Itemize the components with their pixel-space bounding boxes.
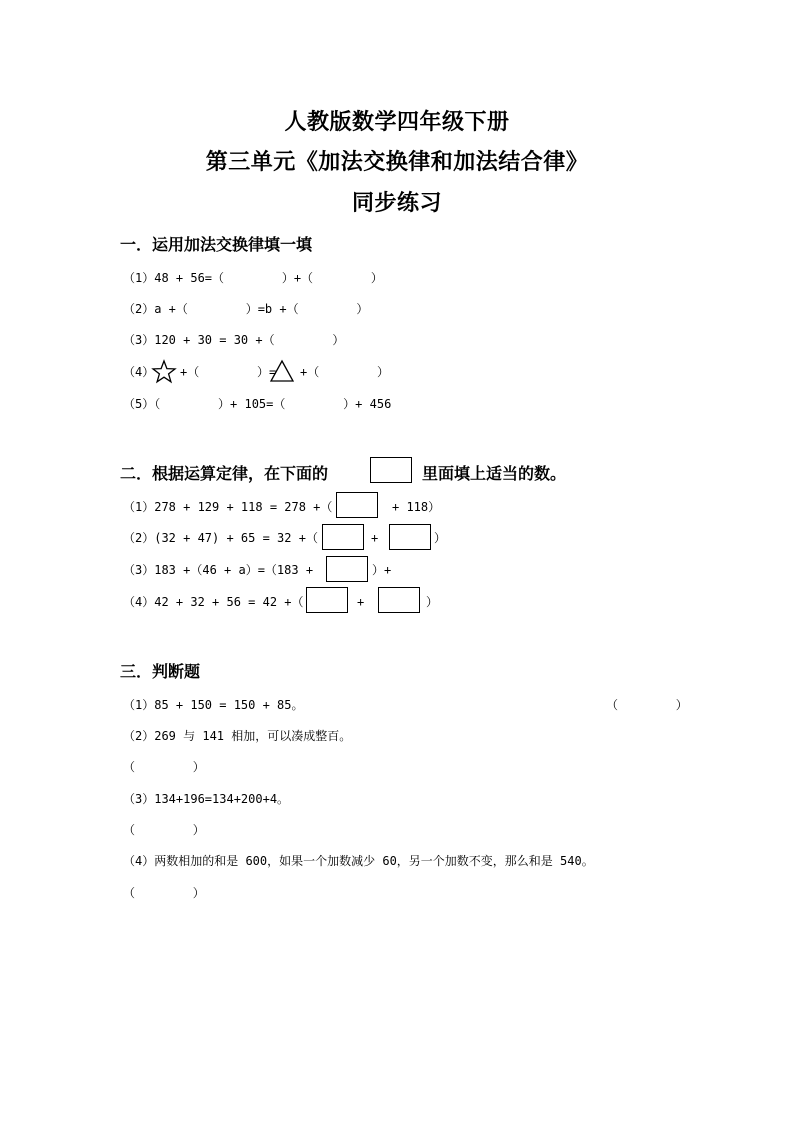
s2-item3-a: （3）183 +（46 + a）=（183 + <box>123 563 314 577</box>
s1-item4-mid: +（ ）= <box>180 365 277 379</box>
s1-item5: （5）（ ）+ 105=（ ）+ 456 <box>123 397 392 411</box>
s2-item1-a: （1）278 + 129 + 118 = 278 +（ <box>123 500 333 514</box>
answer-box[interactable] <box>326 556 368 582</box>
section3-heading: 三．判断题 <box>120 662 201 681</box>
s3-q4-answer[interactable]: （ ） <box>123 886 205 900</box>
star-outline-icon <box>152 360 176 384</box>
s2-item1-b: + 118） <box>392 500 441 514</box>
s3-q2: （2）269 与 141 相加，可以凑成整百。 <box>123 729 352 743</box>
s3-q2-answer[interactable]: （ ） <box>123 760 205 774</box>
s2-item4-c: ） <box>426 595 439 609</box>
section2-heading: 二．根据运算定律，在下面的 <box>120 464 329 483</box>
s1-item4-end: +（ ） <box>300 365 390 379</box>
s2-item4-a: （4）42 + 32 + 56 = 42 +（ <box>123 595 304 609</box>
answer-box[interactable] <box>322 524 364 550</box>
s3-q3: （3）134+196=134+200+4。 <box>123 792 290 806</box>
triangle-outline-icon <box>270 360 294 382</box>
s1-item4-num: （4） <box>123 365 155 379</box>
s2-item3-b: ）+ <box>372 563 392 577</box>
doc-title: 人教版数学四年级下册 <box>284 109 510 135</box>
s2-item2-a: （2）(32 + 47) + 65 = 32 +（ <box>123 531 318 545</box>
s3-q1: （1）85 + 150 = 150 + 85。 <box>123 698 304 712</box>
s3-q4: （4）两数相加的和是 600，如果一个加数减少 60，另一个加数不变，那么和是 540。 <box>123 854 594 868</box>
answer-box[interactable] <box>378 587 420 613</box>
s1-item1: （1）48 + 56=（ ）+（ ） <box>123 271 383 285</box>
s3-q1-answer[interactable]: （ ） <box>606 698 688 712</box>
section1-heading: 一．运用加法交换律填一填 <box>120 235 313 254</box>
doc-subtitle: 第三单元《加法交换律和加法结合律》 <box>205 149 589 175</box>
s2-item2-c: ） <box>434 531 447 545</box>
section2-heading-b: 里面填上适当的数。 <box>422 464 567 483</box>
s2-item4-b: + <box>357 595 365 609</box>
s1-item3: （3）120 + 30 = 30 +（ ） <box>123 333 345 347</box>
s3-q3-answer[interactable]: （ ） <box>123 823 205 837</box>
heading-answer-box <box>370 457 412 483</box>
s1-item2: （2）a +（ ）=b +（ ） <box>123 302 369 316</box>
answer-box[interactable] <box>389 524 431 550</box>
doc-subtitle-2: 同步练习 <box>351 190 442 216</box>
answer-box[interactable] <box>336 492 378 518</box>
s2-item2-b: + <box>371 531 379 545</box>
answer-box[interactable] <box>306 587 348 613</box>
